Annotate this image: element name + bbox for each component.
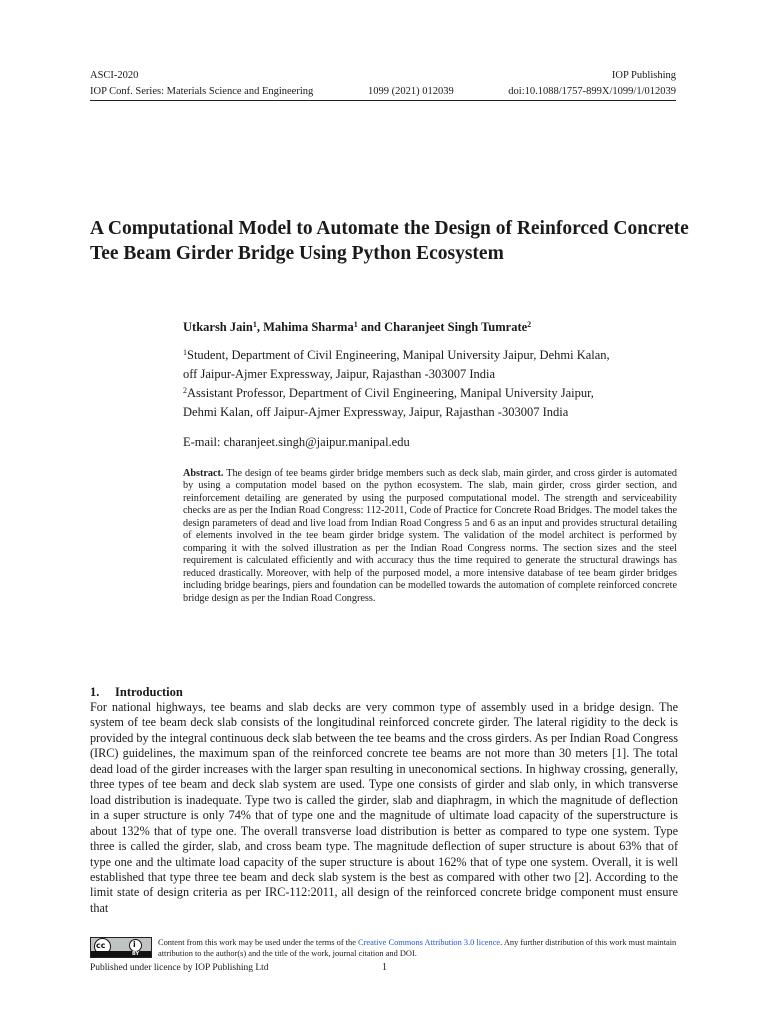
affiliation-mark: 2 (183, 386, 187, 395)
author-affiliation-mark: 2 (527, 320, 532, 329)
doi-link[interactable]: doi:10.1088/1757-899X/1099/1/012039 (508, 86, 676, 97)
publisher-name: IOP Publishing (611, 70, 676, 81)
license-text: . Any further distribution of this work must maintain attribution to the author(s) and the title of the work, journal citation and DOI. (158, 938, 677, 958)
creative-commons-by-badge-icon[interactable]: cc i BY (90, 937, 152, 958)
author-name: Mahima Sharma (263, 320, 354, 334)
affiliation (183, 346, 683, 384)
journal-series: IOP Conf. Series: Materials Science and Engineering (90, 86, 314, 97)
affiliation-line: Dehmi Kalan, off Jaipur-Ajmer Expressway, Jaipur, Rajasthan -303007 India (183, 405, 569, 419)
abstract-text: The design of tee beams girder bridge members such as deck slab, main girder, and cross girder is automated by using a computation model based on the python ecosystem. The slab, main girder, cross girder section, and reinforcement detailing are generated by using the purposed computational model. The strength and serviceability checks are as per the Indian Road Congress: 112-2011, Code of Practice for Concrete Road Bridges. The model takes the design parameters of dead and live load from Indian Road Congress 5 and 6 as an input and provides structural detailing of elements involved in the tee beam girder bridge system. The validation of the model architect is performed by comparing it with the solved illustration as per the Indian Road Congress norms. The section sizes and the steel requirement is calculated efficiently and with accuracy thus the time required to generate the structural drawings has reduced drastically. Moreover, with help of the purposed model, a more intensive database of tee beam girder bridges including bridge bearings, piers and foundation can be modelled towards the automation of complete reinforced concrete bridge design as per the Indian Road Congress. (183, 468, 677, 604)
author-affiliation-mark: 1 (353, 320, 358, 329)
abstract-label: Abstract. (183, 468, 224, 479)
section-heading (90, 685, 183, 700)
paper-title: A Computational Model to Automate the Design of Reinforced Concrete Tee Beam Girder Bridge Using Python Ecosystem (90, 218, 689, 264)
conference-name: ASCI-2020 (90, 70, 139, 81)
license-text: Content from this work may be used under the terms of the (158, 938, 359, 947)
abstract (183, 468, 677, 605)
license-link[interactable]: Creative Commons Attribution 3.0 licence (358, 938, 501, 947)
section-body: For national highways, tee beams and slab decks are very common type of assembly used in a bridge design. The system of tee beam deck slab consists of the longitudinal reinforced concrete girder. The lateral rigidity to the deck is provided by the integral continuous deck slab between the tee beams and the cross girders. As per Indian Road Congress (IRC) guidelines, the maximum span of the reinforced concrete tee beams are not more than 30 meters [1]. The total dead load of the girder increases with the larger span resulting in uneconomical sections. In highway crossing, generally, three types of tee beam and deck slab system are used. Type one consists of girder and slab only, in which transverse load distribution is inadequate. Type two is called the girder, slab and diaphragm, in which the magnitude of deflection in a super structure is only 74% that of type one and the magnitude of ultimate load capacity of the superstructure is about 132% that of type one. The overall transverse load distribution is better as compared to type one system. Type three is called the girder, slab, and cross beam type. The magnitude deflection of super structure is about 63% that of type one and the ultimate load capacity of the super structure is about 162% that of type one system. Overall, it is well established that type three tee beam and deck slab system is the best as compared with other two [2]. According to the limit state of design criteria as per IRC-112:2011, all design of the reinforced concrete bridge component must ensure that (90, 700, 678, 915)
cc-badge-strip (91, 951, 151, 957)
section-number: 1. (90, 685, 100, 699)
author-list (183, 318, 531, 336)
header-rule (90, 100, 676, 101)
author-name: Utkarsh Jain (183, 320, 253, 334)
affiliation-line: Assistant Professor, Department of Civil Engineering, Manipal University Jaipur, (187, 386, 594, 400)
author-separator: and (357, 320, 385, 334)
volume-issue: 1099 (2021) 012039 (368, 86, 454, 97)
published-notice: Published under licence by IOP Publishing Ltd (90, 963, 269, 973)
author-name: Charanjeet Singh Tumrate (384, 320, 528, 334)
section-title: Introduction (115, 685, 183, 699)
affiliation-line: Student, Department of Civil Engineering, Manipal University Jaipur, Dehmi Kalan, (187, 348, 610, 362)
page-number: 1 (382, 962, 387, 973)
contact-email[interactable]: E-mail: charanjeet.singh@jaipur.manipal.edu (183, 435, 410, 449)
affiliation-mark: 1 (183, 348, 187, 357)
affiliation-line: off Jaipur-Ajmer Expressway, Jaipur, Rajasthan -303007 India (183, 367, 496, 381)
author-affiliation-mark: 1 (252, 320, 257, 329)
author-separator: , (256, 320, 264, 334)
license-notice (158, 937, 678, 959)
cc-glyph-icon: cc (96, 941, 106, 950)
affiliation (183, 384, 683, 422)
